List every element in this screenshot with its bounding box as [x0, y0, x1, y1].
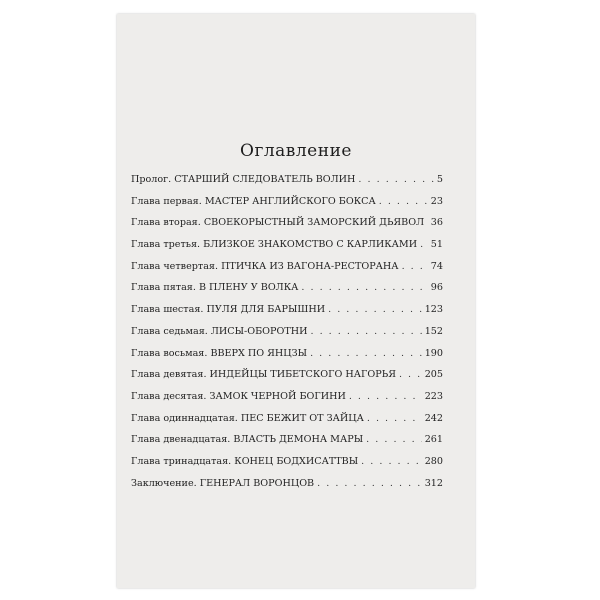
toc-entry [131, 174, 443, 196]
chapter-title: Заключение. ГЕНЕРАЛ ВОРОНЦОВ [131, 477, 315, 489]
chapter-title: Глава четвертая. ПТИЧКА ИЗ ВАГОНА-РЕСТОРАНА [131, 260, 399, 272]
chapter-title: Глава третья. БЛИЗКОЕ ЗНАКОМСТВО С КАРЛИКАМИ [131, 239, 418, 251]
leader-dots [310, 326, 421, 337]
toc-entry [131, 391, 443, 413]
leader-dots [317, 478, 422, 489]
page-number: 152 [424, 325, 443, 337]
page-number: 36 [430, 217, 443, 229]
page-title: Оглавление [240, 141, 352, 161]
toc-entry [131, 326, 443, 348]
page-number: 242 [424, 412, 443, 424]
leader-dots [301, 282, 427, 293]
leader-dots [361, 456, 422, 467]
toc-entry [131, 478, 443, 500]
leader-dots [367, 413, 422, 424]
toc-entry [131, 456, 443, 478]
toc-entry [131, 304, 443, 326]
leader-dots [349, 391, 422, 402]
chapter-title: Глава десятая. ЗАМОК ЧЕРНОЙ БОГИНИ [131, 390, 346, 402]
toc-entry [131, 217, 443, 239]
toc-entry [131, 434, 443, 456]
page-number: 51 [430, 239, 443, 251]
page-number: 5 [436, 174, 443, 185]
page-number: 96 [430, 282, 443, 294]
leader-dots [366, 434, 422, 445]
toc-entry [131, 239, 443, 261]
toc-entry [131, 196, 443, 218]
toc-entry [131, 348, 443, 370]
leader-dots [310, 348, 422, 359]
chapter-title: Глава одиннадцатая. ПЕС БЕЖИТ ОТ ЗАЙЦА [131, 412, 364, 424]
page-number: 123 [424, 304, 443, 316]
page-number: 280 [424, 455, 443, 467]
leader-dots [427, 217, 428, 228]
page-number: 190 [424, 347, 443, 359]
chapter-title: Глава девятая. ИНДЕЙЦЫ ТИБЕТСКОГО НАГОРЬЯ [131, 369, 396, 381]
page-number: 223 [424, 390, 443, 402]
leader-dots [358, 174, 434, 185]
page-number: 312 [424, 477, 443, 489]
toc-entry [131, 369, 443, 391]
toc-entry [131, 282, 443, 304]
chapter-title: Глава шестая. ПУЛЯ ДЛЯ БАРЫШНИ [131, 304, 326, 316]
page-number: 23 [430, 195, 443, 207]
leader-dots [328, 304, 422, 315]
page-number: 261 [424, 434, 443, 446]
leader-dots [402, 261, 428, 272]
chapter-title: Пролог. СТАРШИЙ СЛЕДОВАТЕЛЬ ВОЛИН [131, 174, 356, 185]
toc-entry [131, 261, 443, 283]
chapter-title: Глава тринадцатая. КОНЕЦ БОДХИСАТТВЫ [131, 455, 359, 467]
leader-dots [399, 369, 422, 380]
chapter-title: Глава вторая. СВОЕКОРЫСТНЫЙ ЗАМОРСКИЙ ДЬЯВОЛ [131, 217, 425, 229]
chapter-title: Глава седьмая. ЛИСЫ-ОБОРОТНИ [131, 325, 308, 337]
book-page [117, 14, 475, 588]
toc-list [131, 174, 443, 499]
chapter-title: Глава восьмая. ВВЕРХ ПО ЯНЦЗЫ [131, 347, 308, 359]
chapter-title: Глава первая. МАСТЕР АНГЛИЙСКОГО БОКСА [131, 195, 376, 207]
chapter-title: Глава пятая. В ПЛЕНУ У ВОЛКА [131, 282, 299, 294]
toc-entry [131, 413, 443, 435]
page-number: 205 [424, 369, 443, 381]
leader-dots [379, 196, 428, 207]
leader-dots [420, 239, 428, 250]
chapter-title: Глава двенадцатая. ВЛАСТЬ ДЕМОНА МАРЫ [131, 434, 364, 446]
page-number: 74 [430, 260, 443, 272]
